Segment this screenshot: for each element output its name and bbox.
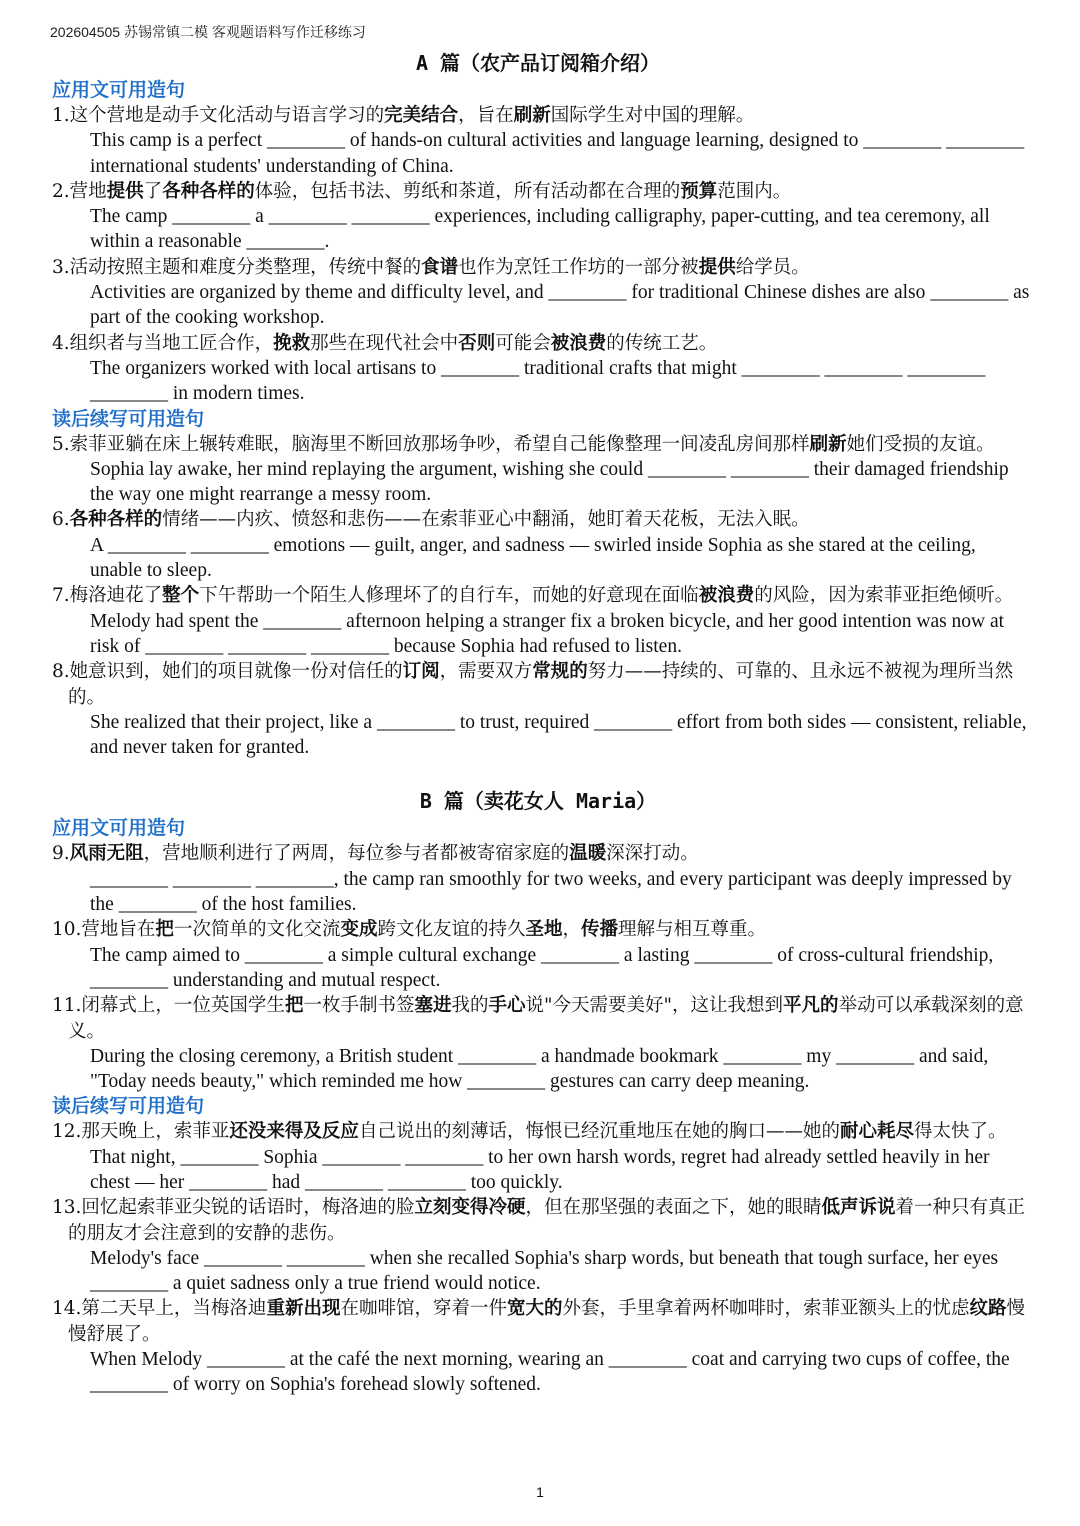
exercise-item: [52, 331, 1032, 407]
english-fill-in-sentence: Melody had spent the ________ afternoon helping a stranger fix a broken bicycle, and her good intention was now at risk of ________ ________ ________ because Sophia had refused to listen.: [90, 610, 1005, 657]
english-fill-in-sentence: The camp ________ a ________ ________ experiences, including calligraphy, paper-cutting, and tea ceremony, all within a reasonable ________.: [90, 206, 990, 253]
chinese-sentence: 1.这个营地是动手文化活动与语言学习的完美结合，旨在刷新国际学生对中国的理解。: [52, 105, 755, 126]
english-fill-in-sentence: When Melody ________ at the café the next morning, wearing an ________ coat and carrying two cups of coffee, the ________ of worry on Sophia's forehead slowly softened.: [90, 1349, 1010, 1396]
chinese-sentence: 11.闭幕式上，一位英国学生把一枚手制书签塞进我的手心说"今天需要美好"，这让我想到平凡的举动可以承载深刻的意义。: [52, 995, 1024, 1042]
chinese-sentence: 2.营地提供了各种各样的体验，包括书法、剪纸和茶道，所有活动都在合理的预算范围内。: [52, 180, 792, 202]
english-fill-in-sentence: Melody's face ________ ________ when she recalled Sophia's sharp words, but beneath that tough surface, her eyes ________ a quiet sadness only a true friend would notice.: [90, 1247, 999, 1295]
chinese-sentence: 8.她意识到，她们的项目就像一份对信任的订阅，需要双方常规的努力——持续的、可靠的、且永远不被视为理所当然的。: [52, 661, 1014, 708]
chinese-sentence: 5.索菲亚躺在床上辗转难眠，脑海里不断回放那场争吵，希望自己能像整理一间凌乱房间那样刷新她们受损的友谊。: [52, 433, 995, 455]
exercise-item: [52, 103, 1032, 179]
group-label: 应用文可用造句: [52, 817, 186, 840]
section-title: A 篇（农产品订阅箱介绍）: [415, 51, 661, 75]
chinese-sentence: 6.各种各样的情绪——内疚、愤怒和悲伤——在索菲亚心中翻涌，她盯着天花板，无法入眠。: [52, 509, 810, 531]
chinese-sentence: 9.风雨无阻，营地顺利进行了两周，每位参与者都被寄宿家庭的温暖深深打动。: [52, 843, 699, 865]
exercise-item: [52, 659, 1032, 760]
english-fill-in-sentence: During the closing ceremony, a British student ________ a handmade bookmark ________ my ________ and said, "Today needs beauty," which reminded me how ________ gestures can carry deep meaning.: [90, 1045, 989, 1093]
chinese-sentence: 3.活动按照主题和难度分类整理，传统中餐的食谱也作为烹饪工作坊的一部分被提供给学员。: [52, 256, 810, 278]
exercise-item: [52, 583, 1032, 659]
section-title: B 篇（卖花女人 Maria）: [419, 789, 657, 814]
english-fill-in-sentence: Activities are organized by theme and difficulty level, and ________ for traditional Chinese dishes are also ________ as part of the cooking workshop.: [90, 282, 1030, 329]
english-fill-in-sentence: That night, ________ Sophia ________ ________ to her own harsh words, regret had already settled heavily in her chest — her ________ had ________ ________ too quickly.: [90, 1146, 990, 1193]
document-header: 202604505 苏锡常镇二模 客观题语料写作迁移练习: [50, 24, 366, 40]
english-fill-in-sentence: ________ ________ ________, the camp ran smoothly for two weeks, and every participant was deeply impressed by the ________ of the host families.: [90, 868, 1012, 916]
english-fill-in-sentence: Sophia lay awake, her mind replaying the argument, wishing she could ________ ________ their damaged friendship the way one might rearrange a messy room.: [90, 458, 1009, 506]
exercise-item: [52, 1119, 1032, 1195]
english-fill-in-sentence: The organizers worked with local artisans to ________ traditional crafts that might ________ ________ ________ ________ in modern times.: [90, 357, 986, 405]
exercise-item: [52, 917, 1032, 993]
english-fill-in-sentence: The camp aimed to ________ a simple cultural exchange ________ a lasting ________ of cross-cultural friendship, ________ understanding and mutual respect.: [90, 944, 994, 991]
english-fill-in-sentence: This camp is a perfect ________ of hands-on cultural activities and language learning, designed to ________ ________ international students' understanding of China.: [90, 130, 1025, 177]
group-label: 应用文可用造句: [52, 79, 186, 101]
exercise-item: [52, 432, 1032, 508]
exercise-item: [52, 179, 1032, 255]
exercise-item: [52, 255, 1032, 331]
chinese-sentence: 7.梅洛迪花了整个下午帮助一个陌生人修理坏了的自行车，而她的好意现在面临被浪费的风险，因为索菲亚拒绝倾听。: [52, 585, 1014, 607]
worksheet-content: [52, 48, 1032, 1398]
chinese-sentence: 4.组织者与当地工匠合作，挽救那些在现代社会中否则可能会被浪费的传统工艺。: [52, 332, 718, 354]
group-label: 读后续写可用造句: [52, 407, 205, 430]
exercise-item: [52, 1195, 1032, 1296]
english-fill-in-sentence: A ________ ________ emotions — guilt, anger, and sadness — swirled inside Sophia as she stared at the ceiling, unable to sleep.: [90, 534, 976, 582]
chinese-sentence: 12.那天晚上，索菲亚还没来得及反应自己说出的刻薄话，悔恨已经沉重地压在她的胸口——她的耐心耗尽得太快了。: [52, 1121, 1007, 1143]
page-number: 1: [536, 1484, 544, 1500]
exercise-item: [52, 507, 1032, 583]
exercise-item: [52, 1296, 1032, 1397]
exercise-item: [52, 993, 1032, 1094]
chinese-sentence: 10.营地旨在把一次简单的文化交流变成跨文化友谊的持久圣地，传播理解与相互尊重。: [52, 919, 767, 941]
chinese-sentence: 13.回忆起索菲亚尖锐的话语时，梅洛迪的脸立刻变得冷硬，但在那坚强的表面之下，她的眼睛低声诉说着一种只有真正的朋友才会注意到的安静的悲伤。: [52, 1197, 1025, 1244]
exercise-item: [52, 841, 1032, 917]
chinese-sentence: 14.第二天早上，当梅洛迪重新出现在咖啡馆，穿着一件宽大的外套，手里拿着两杯咖啡时，索菲亚额头上的忧虑纹路慢慢舒展了。: [52, 1298, 1026, 1345]
english-fill-in-sentence: She realized that their project, like a ________ to trust, required ________ effort from both sides — consistent, reliable, and never taken for granted.: [90, 711, 1027, 759]
group-label: 读后续写可用造句: [52, 1095, 205, 1118]
